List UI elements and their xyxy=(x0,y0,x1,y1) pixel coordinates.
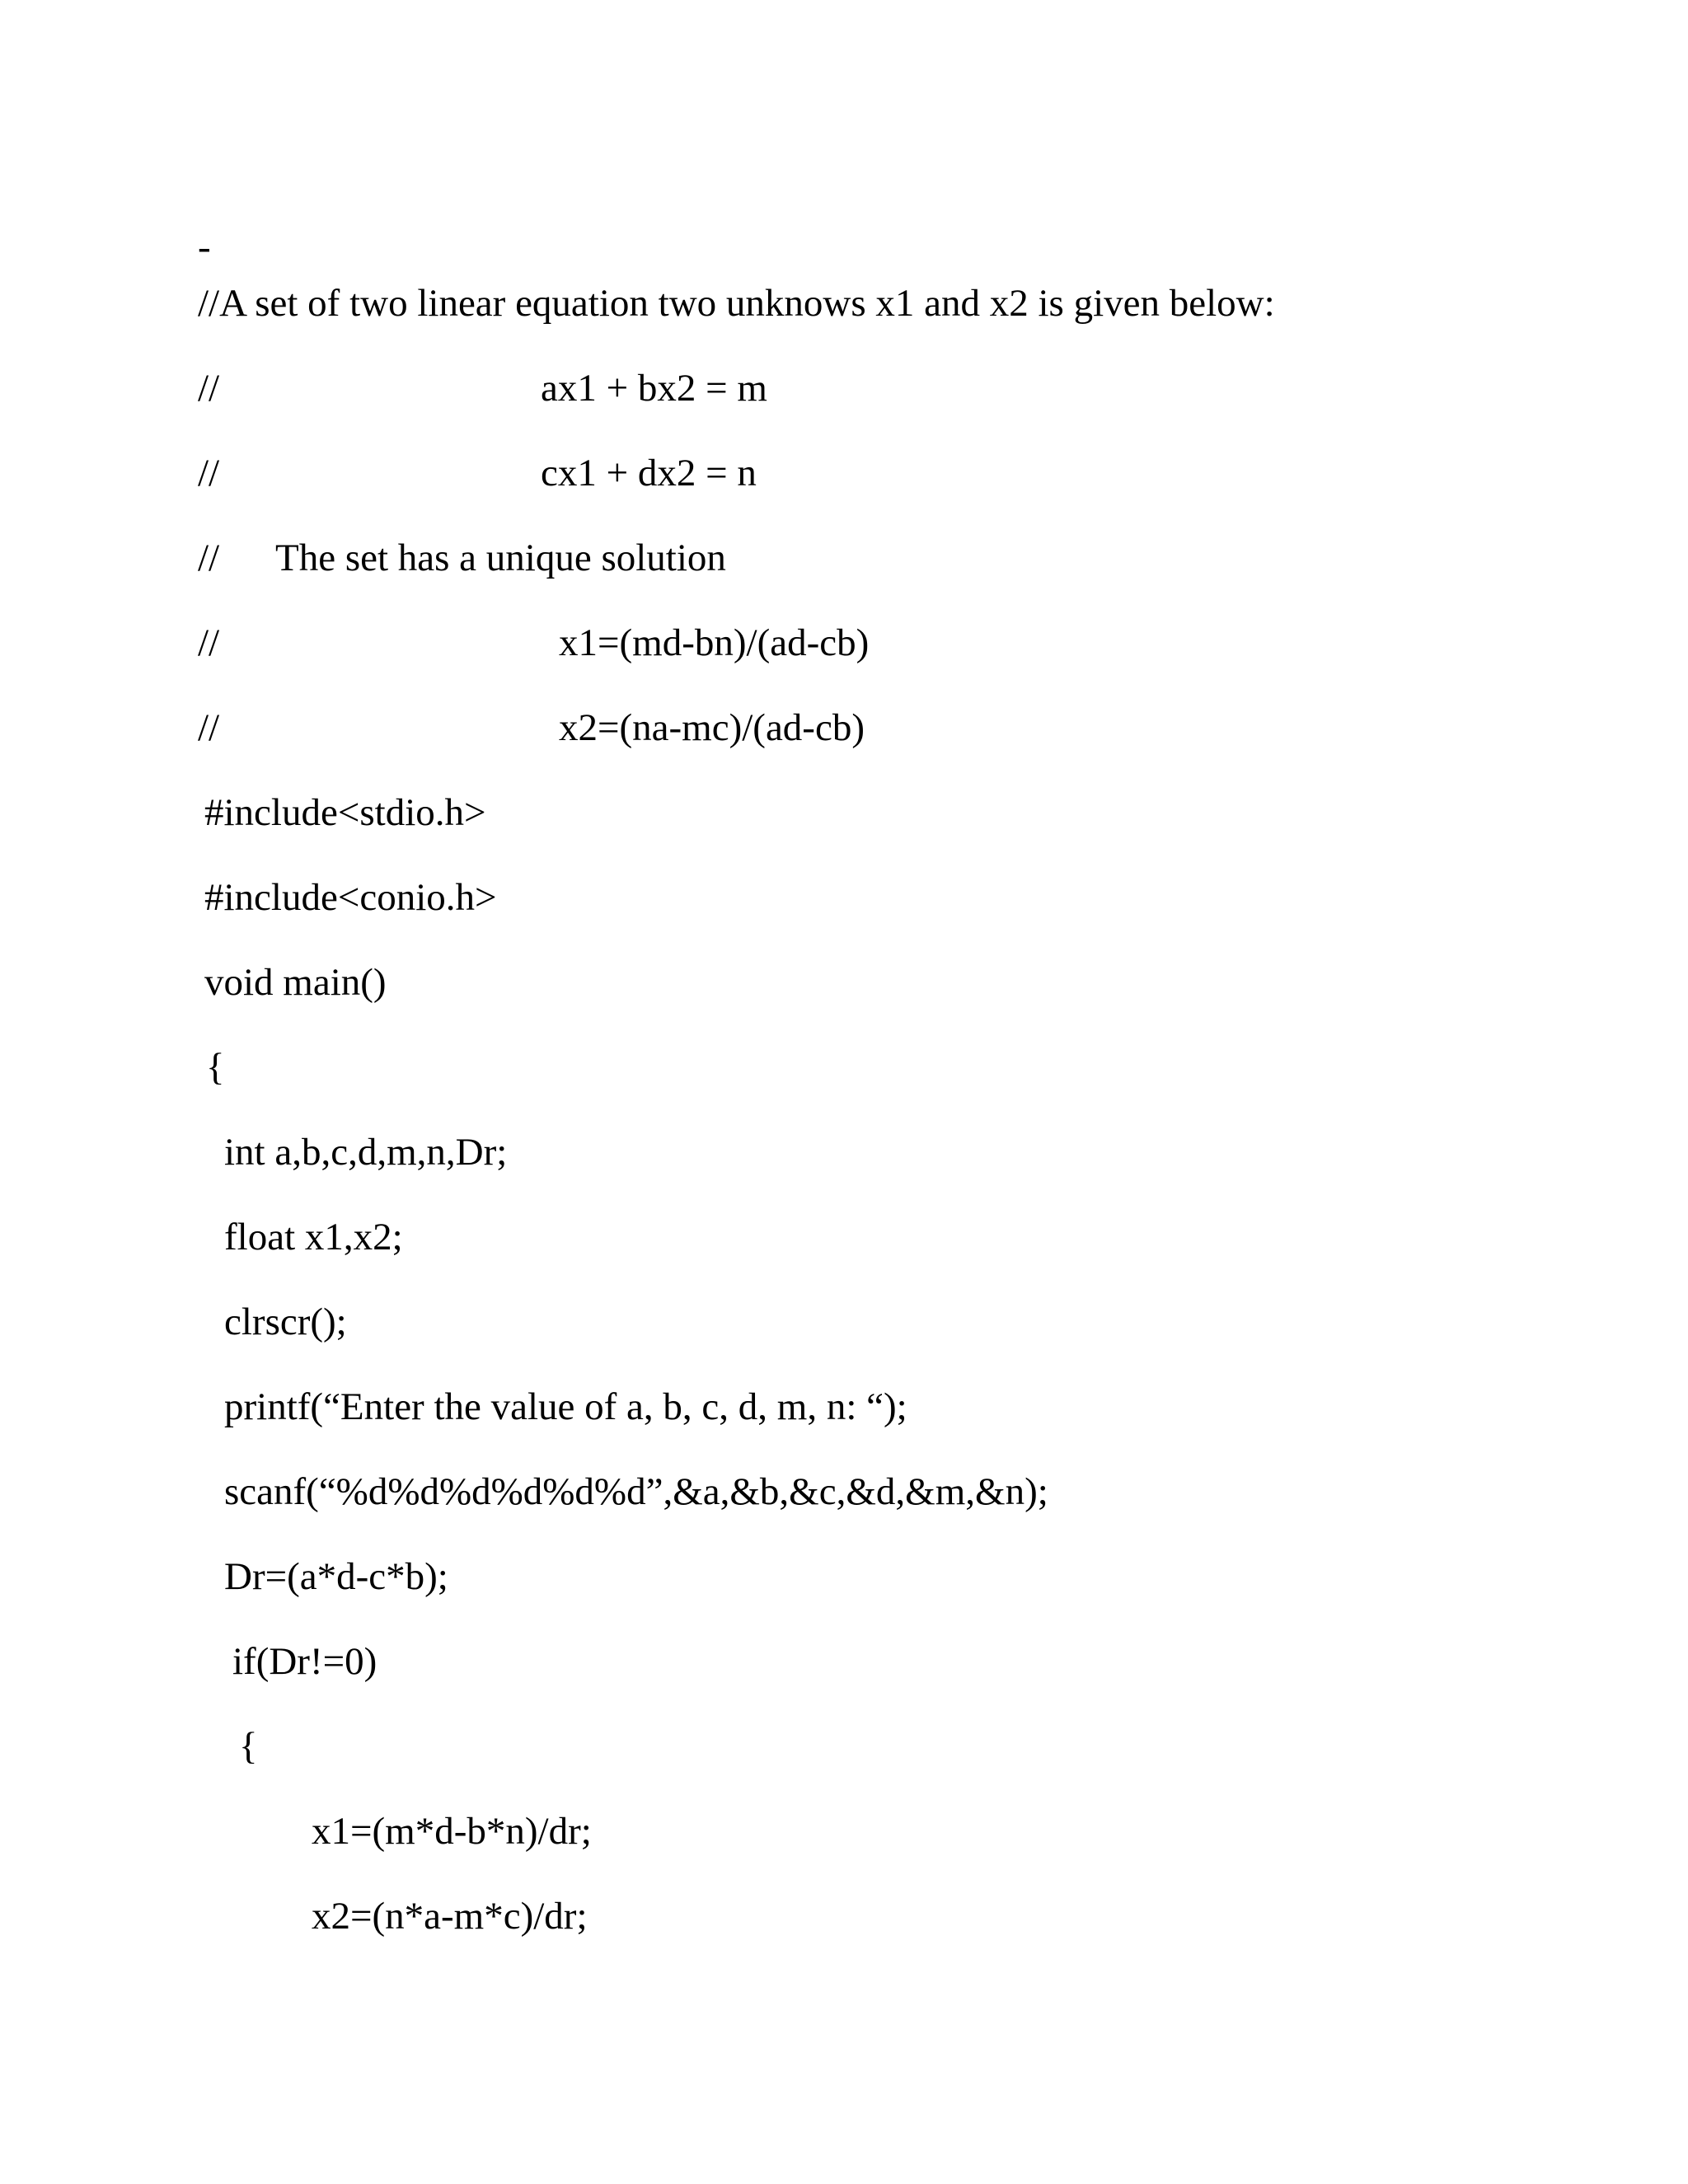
equation-1: ax1 + bx2 = m xyxy=(541,367,767,410)
comment-slashes-1: // xyxy=(198,367,220,410)
comment-slashes-3: // xyxy=(198,537,220,579)
x1-assignment: x1=(m*d-b*n)/dr; xyxy=(312,1810,592,1853)
scanf-call: scanf(“%d%d%d%d%d%d”,&a,&b,&c,&d,&m,&n); xyxy=(224,1470,1048,1513)
include-conio: #include<conio.h> xyxy=(204,876,497,919)
int-declaration: int a,b,c,d,m,n,Dr; xyxy=(224,1131,508,1174)
main-declaration: void main() xyxy=(204,961,387,1004)
dr-assignment: Dr=(a*d-c*b); xyxy=(224,1555,448,1598)
equation-2: cx1 + dx2 = n xyxy=(541,452,757,494)
comment-heading: //A set of two linear equation two unknows x1 and x2 is given below: xyxy=(198,282,1275,325)
comment-slashes-5: // xyxy=(198,706,220,749)
comment-slashes-4: // xyxy=(198,621,220,664)
printf-call: printf(“Enter the value of a, b, c, d, m, n: “); xyxy=(224,1385,907,1428)
unique-solution-text: The set has a unique solution xyxy=(275,537,726,579)
solution-x1: x1=(md-bn)/(ad-cb) xyxy=(559,621,870,664)
main-open-brace: { xyxy=(206,1046,225,1089)
solution-x2: x2=(na-mc)/(ad-cb) xyxy=(559,706,865,749)
float-declaration: float x1,x2; xyxy=(224,1216,403,1258)
comment-slashes-2: // xyxy=(198,452,220,494)
include-stdio: #include<stdio.h> xyxy=(204,791,486,834)
if-statement: if(Dr!=0) xyxy=(232,1640,377,1683)
x2-assignment: x2=(n*a-m*c)/dr; xyxy=(312,1895,588,1938)
if-open-brace: { xyxy=(239,1725,258,1768)
clrscr-call: clrscr(); xyxy=(224,1301,347,1343)
stray-dash: - xyxy=(198,226,211,269)
